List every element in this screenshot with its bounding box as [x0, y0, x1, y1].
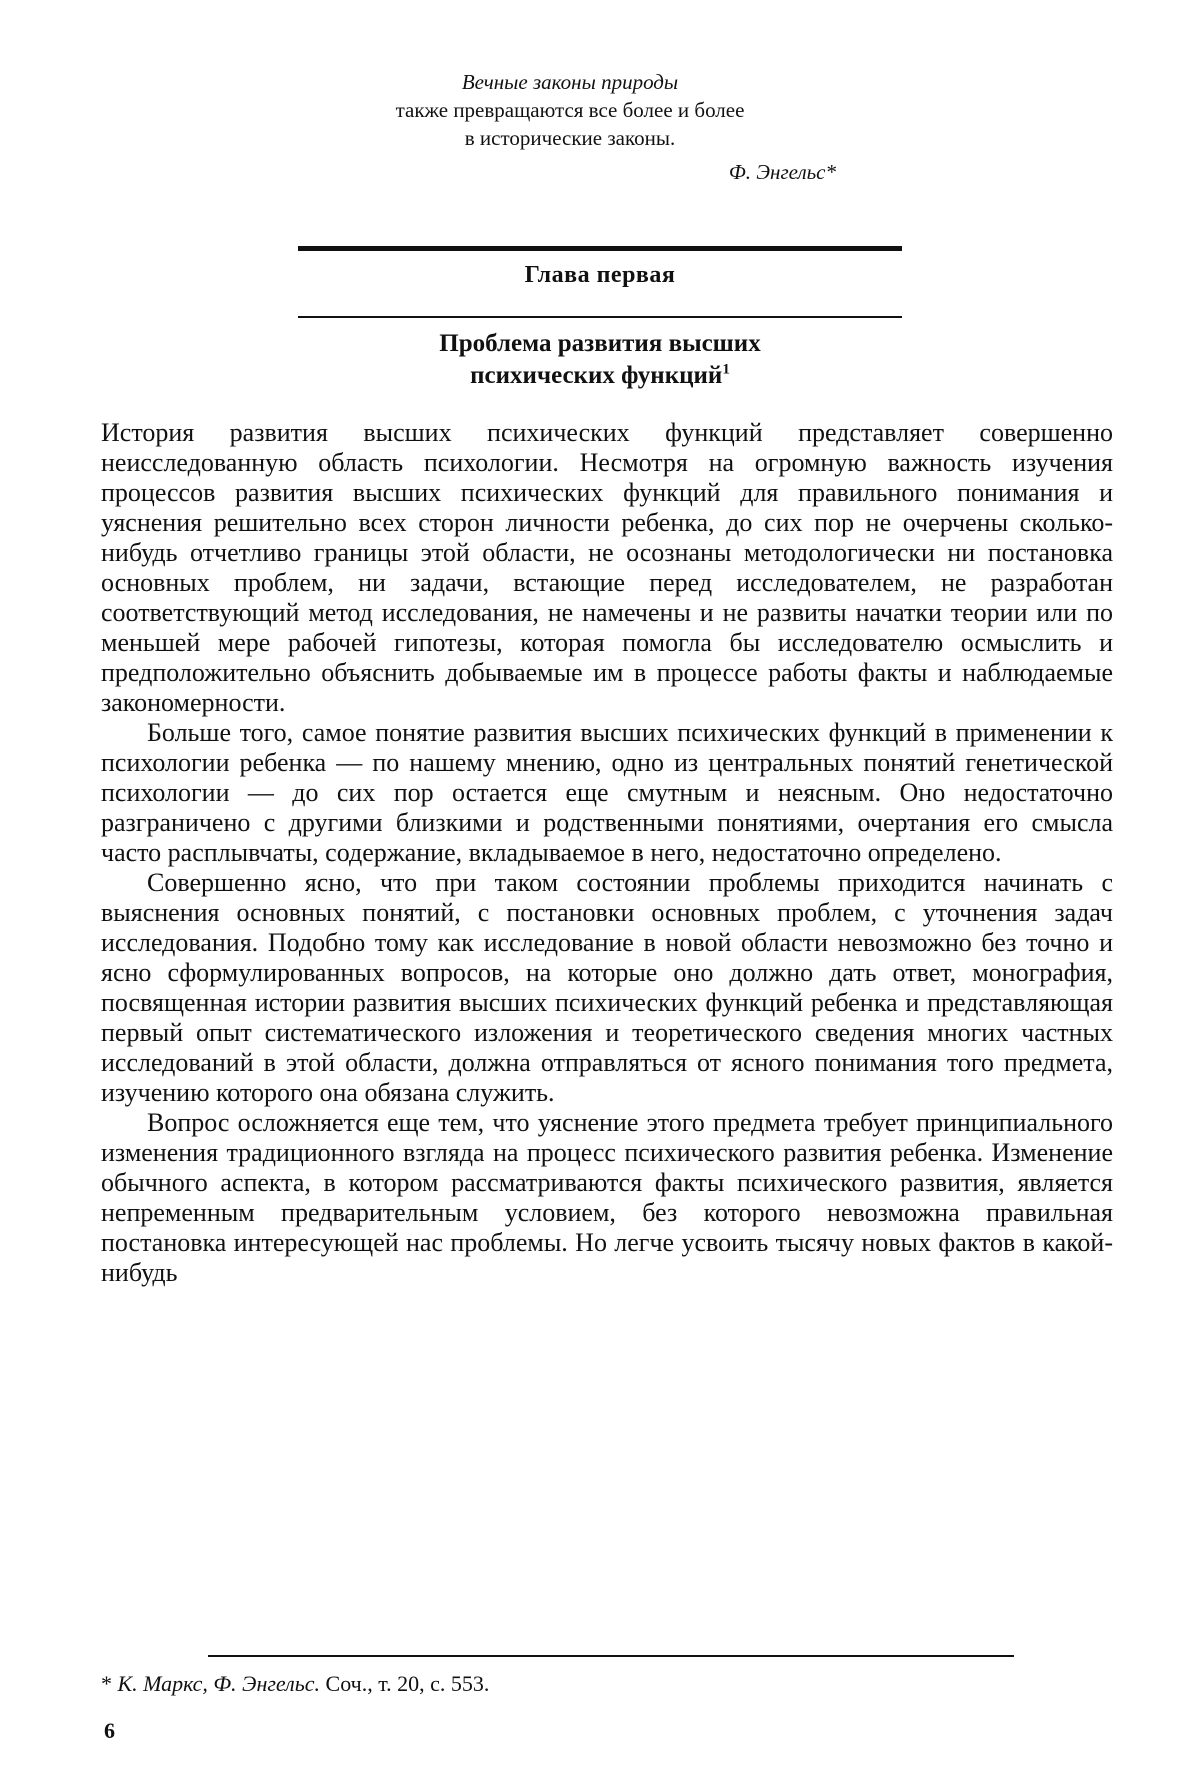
chapter-heading: Глава первая: [524, 262, 676, 288]
footnote-citation: Соч., т. 20, с. 553.: [325, 1671, 490, 1696]
footnote-rule: [208, 1655, 1014, 1657]
footnote: [101, 1670, 489, 1698]
chapter-bottom-rule: [298, 316, 902, 318]
chapter-title: [298, 328, 902, 392]
footnote-authors: К. Маркс, Ф. Энгельс.: [117, 1671, 321, 1696]
paragraph-1: История развития высших психических функций представляет совершенно неисследованную область психологии. Несмотря на огромную важность изучения процессов развития высших психических функций для правильного понимания и уяснения решительно всех сторон личности ребенка, до сих пор не очерчены сколько-нибудь отчетливо границы этой области, не осознаны методологически ни постановка основных проблем, ни задачи, встающие перед исследователем, не разработан соответствующий метод исследования, не намечены и не развиты начатки теории или по меньшей мере рабочей гипотезы, которая помогла бы исследователю осмыслить и предположительно объяснить добываемые им в процессе работы факты и наблюдаемые закономерности.: [101, 418, 1113, 717]
epigraph-line-1: Вечные законы природы: [461, 70, 679, 94]
title-line-2-text: психических функций: [470, 362, 723, 389]
title-line-2: [298, 360, 902, 392]
epigraph-line-3: в исторические законы.: [464, 126, 676, 150]
epigraph-author: Ф. Энгельс*: [728, 160, 836, 184]
paragraph-2: Больше того, самое понятие развития высших психических функций в применении к психологии ребенка — по нашему мнению, одно из центральных понятий генетической психологии — до сих пор остается еще смутным и неясным. Оно недостаточно разграничено с другими близкими и родственными понятиями, очертания его смысла часто расплывчаты, содержание, вкладываемое в него, недостаточно определено.: [101, 718, 1113, 867]
paragraph-3: Совершенно ясно, что при таком состоянии проблемы приходится начинать с выяснения основных понятий, с постановки основных проблем, с уточнения задач исследования. Подобно тому как исследование в новой области невозможно без точно и ясно сформулированных вопросов, на которые оно должно дать ответ, монография, посвященная истории развития высших психических функций ребенка и представляющая первый опыт систематического изложения и теоретического сведения многих частных исследований в этой области, должна отправляться от ясного понимания того предмета, изучению которого она обязана служить.: [101, 868, 1113, 1107]
title-line-1: Проблема развития высших: [439, 330, 761, 357]
footnote-marker: *: [101, 1671, 112, 1696]
epigraph-line-2: также превращаются все более и более: [395, 98, 745, 122]
body-text: [101, 418, 1113, 1288]
chapter-top-rule: [298, 246, 902, 251]
title-note-mark: 1: [722, 361, 730, 378]
page-number: 6: [104, 1718, 115, 1743]
paragraph-4: Вопрос осложняется еще тем, что уяснение этого предмета требует принципиального изменения традиционного взгляда на процесс психического развития ребенка. Изменение обычного аспекта, в котором рассматриваются факты психического развития, является непременным предварительным условием, без которого невозможна правильная постановка интересующей нас проблемы. Но легче усвоить тысячу новых фактов в какой-нибудь: [101, 1108, 1113, 1287]
epigraph: [300, 68, 840, 186]
